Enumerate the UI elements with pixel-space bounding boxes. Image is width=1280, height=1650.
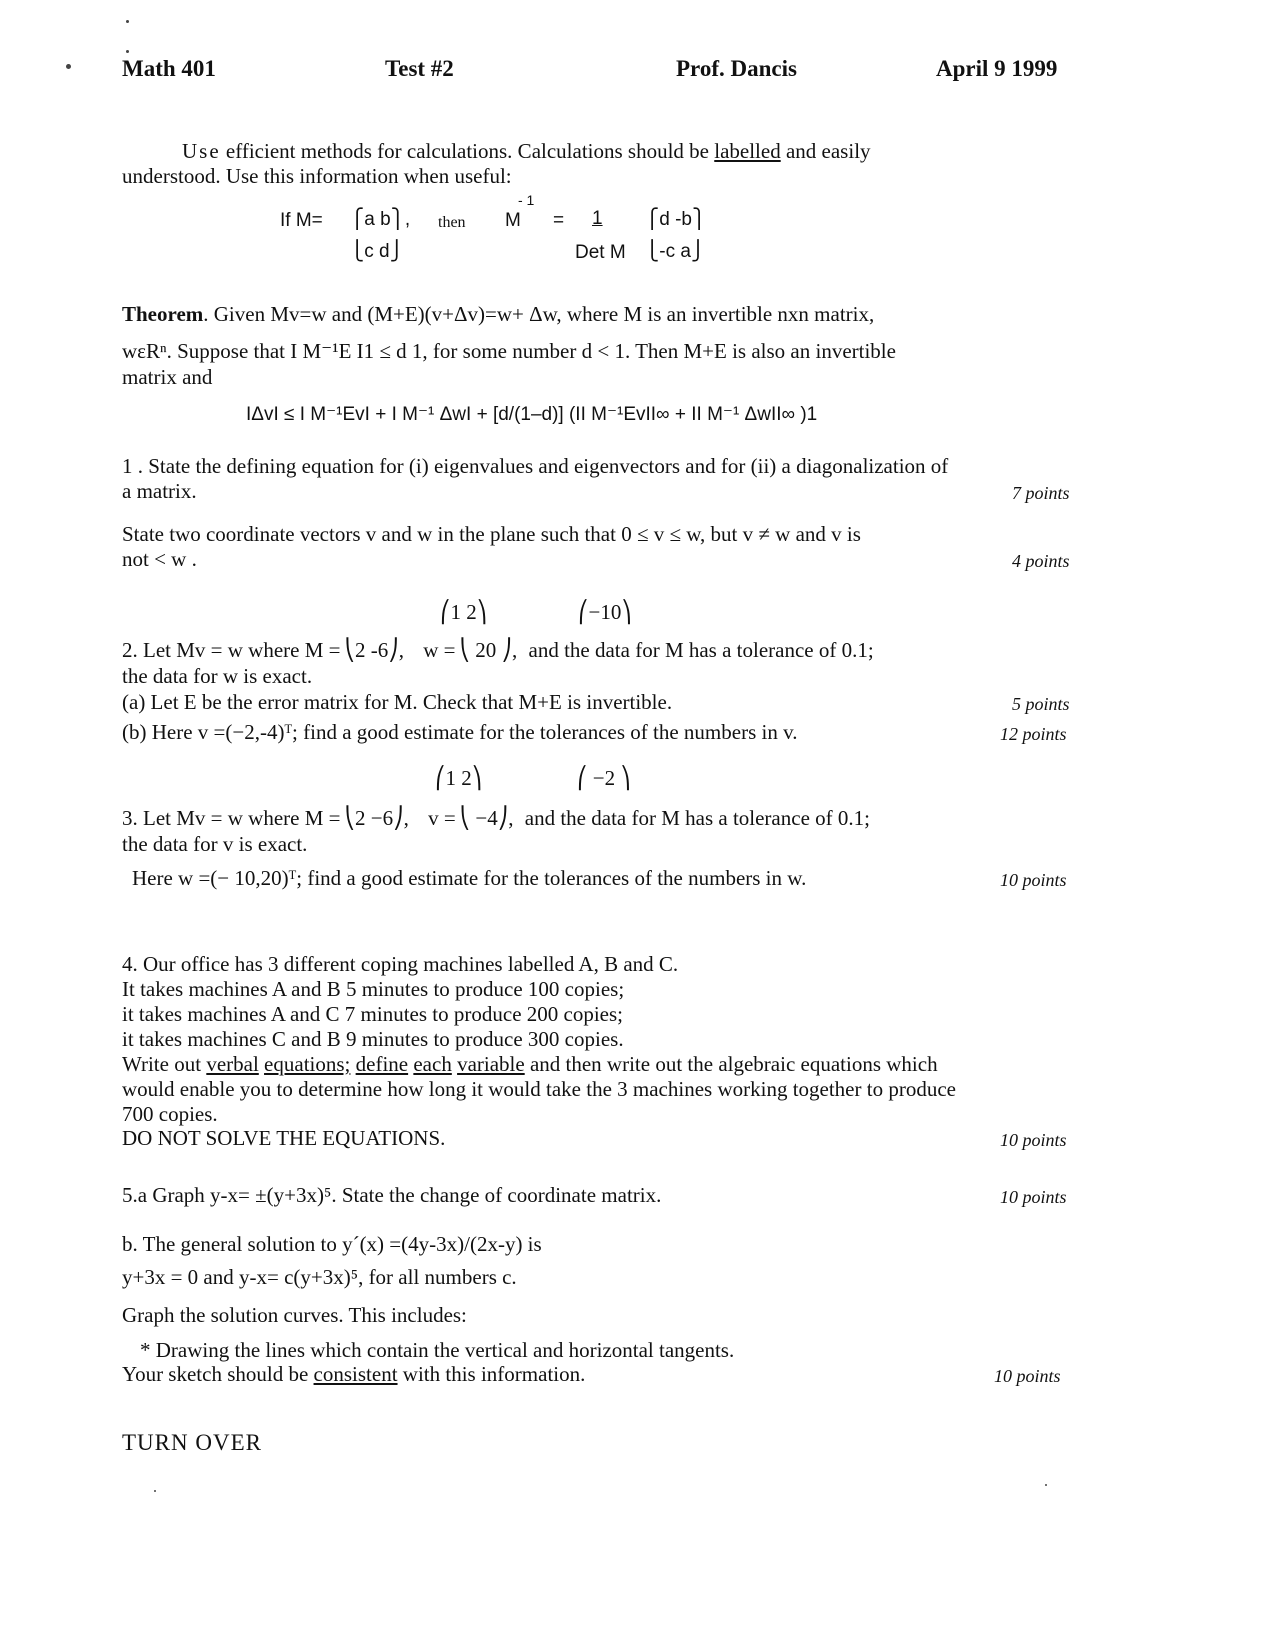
intro-line-2: understood. Use this information when useful: xyxy=(122,164,512,188)
q5-part-b-line-3: Graph the solution curves. This includes: xyxy=(122,1303,467,1327)
q3-matrix-m-row-1: ⎛1 2⎞ xyxy=(435,766,483,790)
course-name: Math 401 xyxy=(122,56,216,81)
q4-points: 10 points xyxy=(1000,1130,1067,1150)
q1-line-2: a matrix. xyxy=(122,479,197,503)
exam-date: April 9 1999 xyxy=(936,56,1058,81)
inverse-exponent: - 1 xyxy=(518,192,535,208)
q4-line-6: would enable you to determine how long it would take the 3 machines working together to produce xyxy=(122,1077,956,1101)
q2-line-2: the data for w is exact. xyxy=(122,664,313,688)
scan-speck xyxy=(154,1490,156,1492)
q4-line-2: It takes machines A and B 5 minutes to produce 100 copies; xyxy=(122,977,625,1001)
theorem-line-1: Theorem. Given Mv=w and (M+E)(v+Δv)=w+ Δw, where M is an invertible nxn matrix, xyxy=(122,302,875,326)
turn-over-note: TURN OVER xyxy=(122,1430,262,1455)
q4-line-7: 700 copies. xyxy=(122,1102,218,1126)
q4-line-5: Write out verbal equations; define each variable and then write out the algebraic equations which xyxy=(122,1052,938,1076)
scan-speck xyxy=(1045,1484,1047,1486)
if-m-label: If M= xyxy=(280,210,323,231)
q1-points-2: 4 points xyxy=(1012,551,1070,571)
scan-speck xyxy=(126,20,129,23)
q1-line-4: not < w . xyxy=(122,547,197,571)
q5-part-b-line-2: y+3x = 0 and y-x= c(y+3x)⁵, for all numbers c. xyxy=(122,1265,517,1289)
m-inverse-symbol: M xyxy=(505,210,521,231)
professor-name: Prof. Dancis xyxy=(676,56,797,81)
matrix-m-row-2: ⎩c d⎭ xyxy=(350,241,404,262)
q3-vector-v-row-1: ⎛ −2 ⎞ xyxy=(577,766,631,790)
theorem-title: Theorem xyxy=(122,302,204,326)
q2-vector-w-row-1: ⎛−10⎞ xyxy=(578,600,632,624)
scan-speck xyxy=(126,50,129,53)
det-m-denominator: Det M xyxy=(575,242,626,263)
scan-speck xyxy=(66,64,71,69)
theorem-inequality: IΔvI ≤ I M⁻¹EvI + I M⁻¹ ΔwI + [d/(1–d)] (II M⁻¹EvII∞ + II M⁻¹ ΔwII∞ )1 xyxy=(246,404,818,425)
q3-line-1: 3. Let Mv = w where M = ⎝2 −6⎠, v = ⎝ −4⎠, and the data for M has a tolerance of 0.1; xyxy=(122,806,870,830)
q5-part-b-line-5: Your sketch should be consistent with this information. xyxy=(122,1362,586,1386)
q2-part-a-points: 5 points xyxy=(1012,694,1070,714)
q2-part-a: (a) Let E be the error matrix for M. Check that M+E is invertible. xyxy=(122,690,673,714)
q4-line-3: it takes machines A and C 7 minutes to produce 200 copies; xyxy=(122,1002,623,1026)
result-matrix-row-1: ⎧d -b⎫ xyxy=(645,209,707,230)
q2-matrix-m-row-1: ⎛1 2⎞ xyxy=(440,600,488,624)
result-matrix-row-2: ⎩-c a⎭ xyxy=(645,241,706,262)
equals-sign: = xyxy=(553,210,565,231)
q4-line-4: it takes machines C and B 9 minutes to produce 300 copies. xyxy=(122,1027,624,1051)
q5-part-a: 5.a Graph y-x= ±(y+3x)⁵. State the change of coordinate matrix. xyxy=(122,1183,662,1207)
q5-part-b-points: 10 points xyxy=(994,1366,1061,1386)
q3-line-2: the data for v is exact. xyxy=(122,832,308,856)
q3-here: Here w =(− 10,20)ᵀ; find a good estimate for the tolerances of the numbers in w. xyxy=(132,866,807,890)
test-number: Test #2 xyxy=(385,56,454,81)
matrix-m-row-1: ⎧a b⎫, xyxy=(350,209,411,230)
q5-part-b-line-4: * Drawing the lines which contain the vertical and horizontal tangents. xyxy=(140,1338,735,1362)
labelled-underlined: labelled xyxy=(714,139,781,163)
q4-line-8: DO NOT SOLVE THE EQUATIONS. xyxy=(122,1126,446,1150)
q2-line-1: 2. Let Mv = w where M = ⎝2 -6⎠, w = ⎝ 20 ⎠, and the data for M has a tolerance of 0.1; xyxy=(122,638,874,662)
q1-line-3: State two coordinate vectors v and w in the plane such that 0 ≤ v ≤ w, but v ≠ w and v is xyxy=(122,522,861,546)
theorem-line-2: wεRⁿ. Suppose that I M⁻¹E I1 ≤ d 1, for some number d < 1. Then M+E is also an invertible xyxy=(122,339,896,363)
q5-part-b-line-1: b. The general solution to y´(x) =(4y-3x)/(2x-y) is xyxy=(122,1232,542,1256)
theorem-line-3: matrix and xyxy=(122,365,213,389)
q2-part-b-points: 12 points xyxy=(1000,724,1067,744)
q3-points: 10 points xyxy=(1000,870,1067,890)
q1-line-1: 1 . State the defining equation for (i) eigenvalues and eigenvectors and for (ii) a diagonalization of xyxy=(122,454,949,478)
fraction-numerator: 1 xyxy=(592,208,603,229)
q1-points: 7 points xyxy=(1012,483,1070,503)
then-label: then xyxy=(438,214,466,231)
q2-part-b: (b) Here v =(−2,-4)ᵀ; find a good estimate for the tolerances of the numbers in v. xyxy=(122,720,798,744)
q4-line-1: 4. Our office has 3 different coping machines labelled A, B and C. xyxy=(122,952,679,976)
q5-part-a-points: 10 points xyxy=(1000,1187,1067,1207)
intro-line-1: Use efficient methods for calculations. Calculations should be labelled and easily xyxy=(182,139,871,163)
